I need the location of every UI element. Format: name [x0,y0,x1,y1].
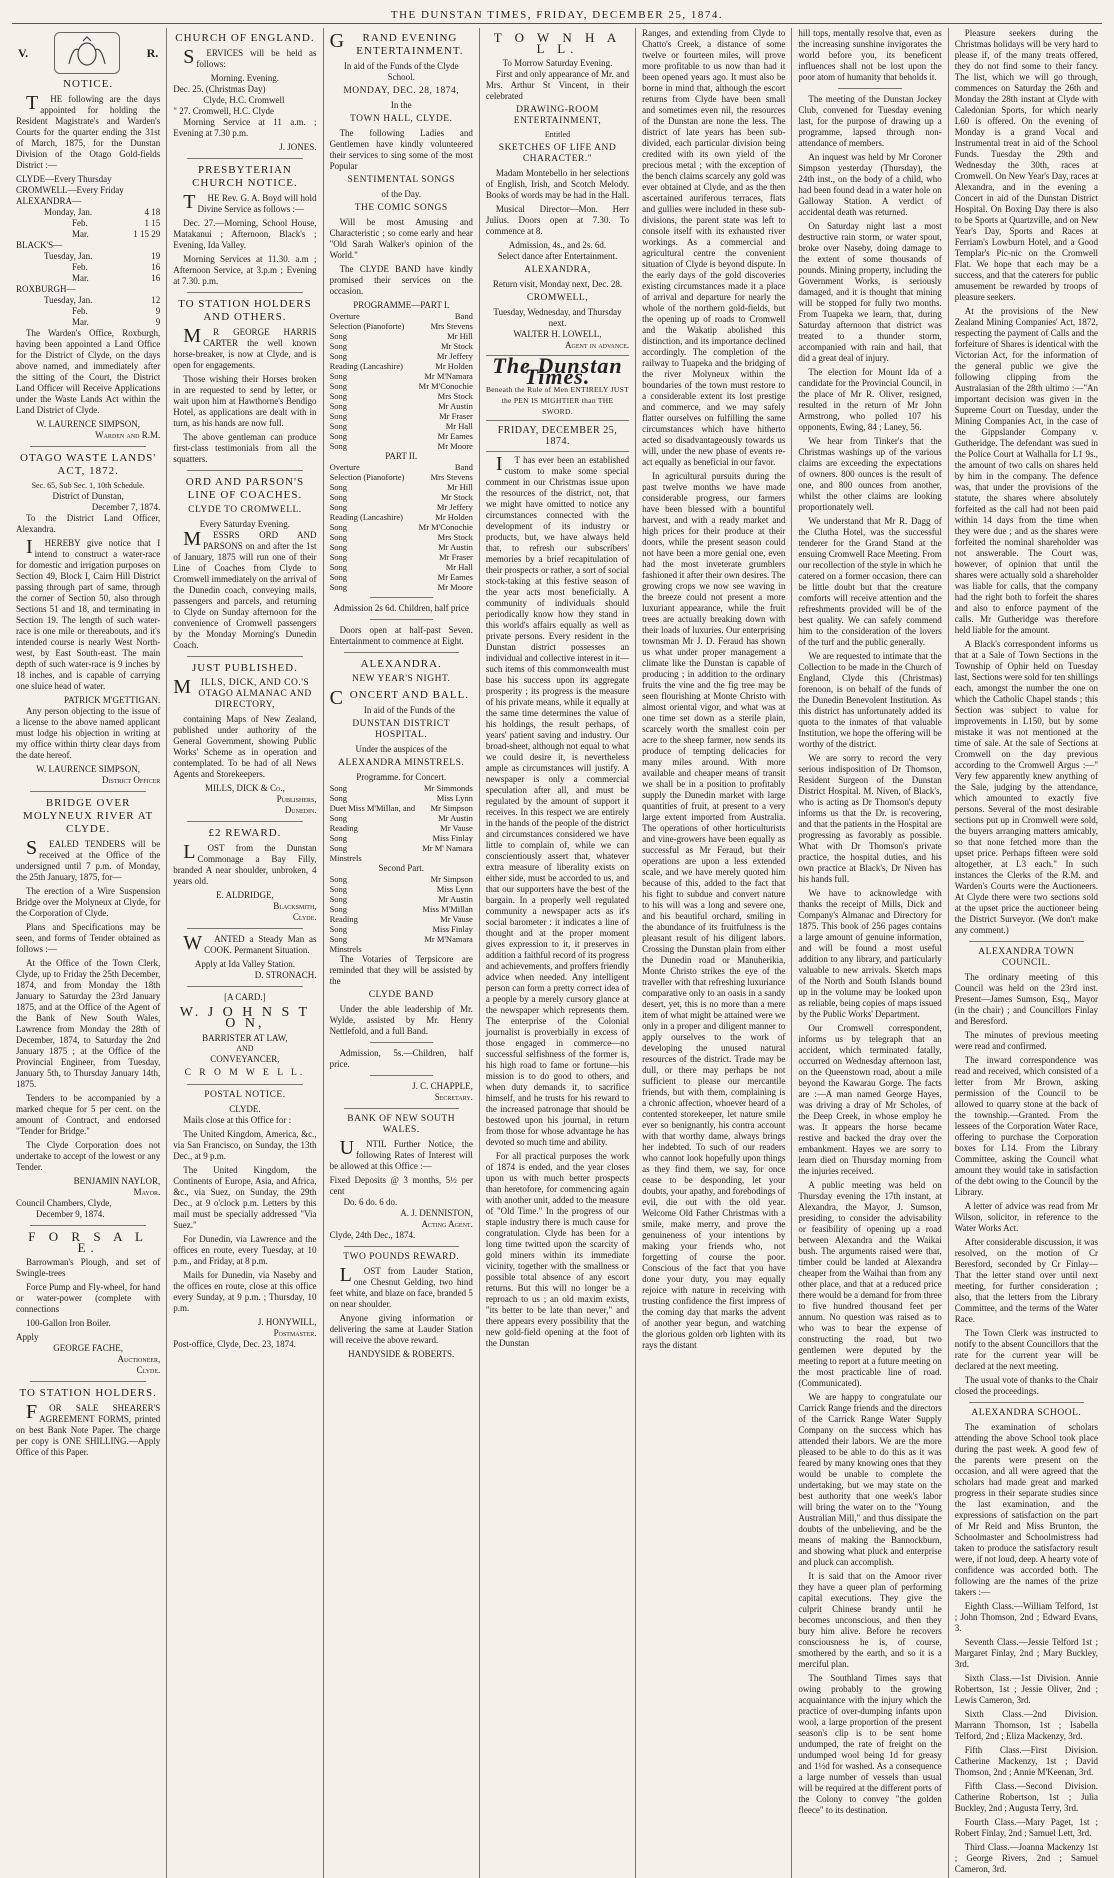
concert-para: The CLYDE BAND have kindly promised their services on the occasion. [329,264,473,296]
schedule-row: BLACK'S— [16,240,63,250]
nameplate: The Dunstan Times. [492,353,623,389]
card-name: W. J O H N S T O N, [179,1005,311,1031]
bridge-place: Council Chambers, Clyde, [16,1198,112,1208]
program-row: Song Mr Fraser [329,411,473,421]
program-row: Song Mr M' Namara [329,843,473,853]
signature-place: Dunedin. [284,805,317,815]
presbyterian-para: Dec. 27.—Morning, School House, Matakanui ; Afternoon, Black's ; Evening, Ida Valley. [173,218,317,250]
signature-title: Acting Agent. [421,1219,473,1229]
presbyterian-body: THE Rev. G. A. Boyd will hold Divine Service as follows :— [183,191,317,214]
schedule-row: Feb. 1 15 [72,218,161,228]
bank-heading: BANK OF NEW SOUTH WALES. [347,1114,456,1135]
concert-admission: Admission 2s 6d. Children, half price [333,603,469,613]
divider [486,420,629,421]
bridge-para: Plans and Specifications may be seen, and forms of Tender obtained as follows :— [16,922,161,954]
town-hall-heading: T O W N H A L L. [493,30,622,56]
school-heading: ALEXANDRA SCHOOL. [971,1408,1082,1418]
bridge-date: December 9, 1874. [36,1209,105,1219]
concert-para: The following Ladies and Gentlemen have kindly volunteered their services to sing some of the most Popular [329,128,473,171]
column-7 [948,28,1104,1878]
alexandra-line: Programme. for Concert. [356,772,447,782]
alexandra-line: ALEXANDRA MINSTRELS. [338,758,465,768]
church-line: Dec. 25. (Christmas Day) [173,84,266,94]
news-para: We hear from Tinker's that the Christmas washings up of the various claims are exceeding the expectations of owners. 800 ounces is the result of one, and 800 ounces from another, whilst the other claims are looking proportionately well. [798,436,942,512]
coaches-sub2: Every Saturday Evening. [199,519,291,529]
signature: WALTER H. LOWELL, [513,329,602,339]
cook-apply: Apply at Ida Valley Station. [194,959,295,969]
card-title2: CONVEYANCER, [210,1054,280,1064]
coaches-sub: CLYDE TO CROMWELL. [188,505,302,515]
program-row: Duet Miss M'Millan, and Mr Simpson [329,803,473,813]
divider [838,88,901,89]
program-list [330,311,473,451]
school-para: Eighth Class.—William Telford, 1st ; John Thomson, 2nd ; Edward Evans, 3. [954,1601,1098,1633]
cook-body: WANTED a Steady Man as COOK. Permanent Situation. [183,932,317,955]
program-row: Song Mr M'Conochie [329,381,473,391]
program-row: Song Mr Hall [329,562,473,572]
program-row: Song Mr Eames [329,431,473,441]
divider [969,941,1084,942]
program-row: Song Miss Finlay [329,924,473,934]
divider [370,1075,433,1076]
program-row: Song Mr Austin [329,542,473,552]
waste-lands-district: District of Dunstan, [52,491,124,501]
harris-heading: TO STATION HOLDERS AND OTHERS. [178,298,312,323]
schedule-row: Feb. 16 [72,262,161,272]
divider [370,597,433,598]
divider [344,1246,459,1247]
news-para: At the provisions of the New Zealand Mining Companies' Act, 1872, respecting the payment of Calls and the forfeiture of Shares is identical with the Victorian Act, for the information of the general public we give the following clipping from the Australasian of the 28th ultimo :—"An important decision was given in the Supreme Court on Tuesday, under the Mining Companies Act, in the case of the Gippslander Company v. Gutheridge. The defendant was sued in the Police Court at Walhalla for L1 9s., the amount of two calls on shares held by him in the company. The defence was, that under the provisions of the statute, the shares where absolutely forfeited as the call had not been paid within 14 days from the time when they were due ; and as the shares were forfeited the nominal shareholder was not answerable. The Court was, however, of opinion that until the shares were actually sold a shareholder was liable for calls, that the company had the right both to forfeit the shares and also to enforce payment of the calls. Mr Gutheridge was therefore held liable for the amount. [954,306,1098,635]
news-para: An inquest was held by Mr Coroner Simpson yesterday (Thursday), the 24th inst., on the body of a child, who had been found dead in a water hole on Galloway Station. A verdict of accidental death was returned. [798,152,942,217]
town-hall-place: CROMWELL, [526,293,589,303]
sale-item: 100-Gallon Iron Boiler. [26,1318,111,1328]
town-hall-para: Musical Director—Mon. Herr Julius. Doors open at 7.30. To commence at 8. [485,204,630,236]
schedule-row: Tuesday, Jan. 19 [44,251,161,261]
notice-heading: NOTICE. [63,78,114,90]
signature-place: Clyde. [292,912,317,922]
coaches-body: MESSRS ORD AND PARSONS on and after the 1st of January, 1875 will run one of their Line of Coaches from Clyde to Cromwell immediately on the arrival of the Dunedin coach, conveying mails, passengers and parcels, and returning to Clyde on Sunday afternoon for the convenience of Cromwell passengers by the Monday Morning's Dunedin Coach. [173,528,317,650]
postal-para: For Dunedin, via Lawrence and the offices en route, every Tuesday, at 10 p.m., and Friday, at 8 p.m. [173,1234,317,1266]
divider [370,1042,433,1043]
program-row: Song Mr M'Namara [329,934,473,944]
program-row: Song Miss Lynn [329,793,473,803]
concert-songs: SENTIMENTAL SONGS [347,175,455,185]
published-heading: JUST PUBLISHED. [191,662,298,674]
divider [30,1225,146,1226]
divider [187,1084,302,1085]
divider [370,619,433,620]
published-para: containing Maps of New Zealand, published under authority of the General Government, showing Public Works' Scheme as in operation and contemplated. To be had of all News Agents and Storekeepers. [173,714,317,779]
program-row: Song Mr M'Conochie [329,522,473,532]
council-para: The inward correspondence was read and received, which consisted of a letter from Mr Brown, asking permission of the Council to be allowed to quarry stone at the back of the township.—Granted. From the lessees of the Corporation Water Race, offering to purchase the Corporation boxes for L14. From the Library Committee, asking the Council what amount they would take in satisfaction of the debt owing to the Council by the Library. [954,1055,1098,1197]
program-row: Reading Mr Vause [329,823,473,833]
royal-crest [18,32,158,74]
council-para: The ordinary meeting of this Council was held on the 23rd inst. Present—James Sumson, Esq., Mayor (in the chair) ; and Councillors Finlay and Beresford. [954,972,1098,1026]
town-hall-para: First and only appearance of Mr. and Mrs. Arthur St Vincent, in their celebrated [485,69,630,101]
school-para: Seventh Class.—Jessie Telford 1st ; Margaret Finlay, 2nd ; Mary Buckley, 3rd. [954,1637,1098,1669]
program-row: Song Miss Finlay [329,833,473,843]
signature-title: Publishers, [276,794,317,804]
divider [30,791,146,792]
church-line: Clyde, H.C. Cromwell [203,95,285,105]
council-para: The usual vote of thanks to the Chair closed the proceedings. [954,1375,1098,1396]
signature-title: Blacksmith, [273,901,317,911]
church-line: Morning Service at 11 a.m. ; Evening at 7.30 p.m. [173,117,317,138]
council-para: A letter of advice was read from Mr Wilson, solicitor, in reference to the Water Works Act. [954,1201,1098,1233]
news-para: A public meeting was held on Thursday evening the 17th instant, at Alexandra, the Mayor, J. Sumson, presiding, to consider the advisability or feasibility of opening up a road between Alexandra and the Waikai bush. The arguments raised were that, timber could be landed at Alexandra cheaper from the Waihai than from any other place, and that at a reduced price there would be a demand for from three to five hundred thousand feet per annum. No question was raised as to who was to bear the expense of constructing the road, but two gentlemen were deputed by the meeting to report at a future meeting on the most practicable line of road. (Communicated). [798,1180,942,1388]
concert-venue: TOWN HALL, CLYDE. [350,114,453,124]
sale-apply: Apply [16,1332,39,1342]
signature: W. LAURENCE SIMPSON, [36,764,140,774]
signature-title: Warden and R.M. [95,430,161,440]
column-1 [10,28,166,1878]
news-para: The Southland Times says that owing probably to the growing acquaintance with the injury which the practice of over-dumping infants upon wool, a large proportion of the present season's clip is to be sent home undumped, the rate of freight on the undumped wool being 1d for greasy and 1½d for washed. As a consequence a large number of vessels than usual will be required at the different ports of the Colony to convey "the golden fleece" to its destination. [798,1673,942,1815]
editorial-para: For all practical purposes the work of 1874 is ended, and the year closes upon us with much better prospects than heretofore, for commencing again with another unit, added to the measure of "Old Time." In the progress of our staple industry there is much cause for congratulation. Clyde has been for a long time twitted upon the scarcity of gold miners within its immediate vicinity, together with the smallness or possible total absence of any escort returns. But this will no longer be a reproach to us ; an old maxim exists, "its better to be late than never," and there appears every possibility that the new gold-field opening at the foot of the Dunstan [485,1151,630,1348]
postal-para: The United Kingdom, the Continents of Europe, Asia, and Africa, &c., via Suez, on Sunday, the 29th Dec., at 9 o'clock p.m. Letters by this mail must be specially addressed "Via Suez." [173,1165,317,1230]
harris-para: The above gentleman can produce first-class testimonials from all the squatters. [173,432,317,464]
news-para: We have to acknowledge with thanks the receipt of Mills, Dick and Company's Almanac and Directory for 1875. This book of 256 pages contains a large amount of genuine information, and will be found a most useful addition to any library, and particularly valuable to new arrivals. Sketch maps of the North and South Islands bound up in the volume may be looked upon as reliable, being copies of maps issued by the Public Works' Department. [798,888,942,1019]
concert-of: of the Day. [381,189,422,199]
program-list [330,874,473,954]
alexandra-para: The Votaries of Terpsicore are reminded that they will be assisted by the [329,954,473,986]
column-2 [166,28,322,1878]
program-row: Minstrels [329,853,362,863]
crest-right: R. [146,45,159,60]
program-part2: PART II. [385,451,418,461]
signature: BENJAMIN NAYLOR, [73,1176,161,1186]
card-and: AND [236,1044,254,1053]
program-row: Minstrels [329,944,362,954]
two-pounds-heading: TWO POUNDS REWARD. [343,1252,460,1262]
alexandra-line: DUNSTAN DISTRICT HOSPITAL. [352,719,451,740]
postal-date: Post-office, Clyde, Dec. 23, 1874. [173,1339,296,1349]
court-schedule [16,174,160,328]
bank-rates: Fixed Deposits @ 3 months, 5½ per cent [329,1175,473,1196]
editorial-para: Ranges, and extending from Clyde to Chatto's Creek, a distance of some twelve or fourteen miles, will prove more profitable to us now than had it been opened years ago. It must also be borne in mind that, although the escort returns from Clyde have been small and sometimes even nil, the resources of the Dunstan are none the less. The district of late years has been sub-divided, each particular division being credited with its own yield of the precious metal ; with the exception of the bench claims scarcely any gold was ever obtained at Clyde, and as the then ascertained auriferous terraces, flats and gullies were included in these sub-divisions, the parent state was left to console itself with its exhausted river workings. As a commercial and agricultural centre the convenient situation of Clyde is beyond dispute. In the early days of the gold discoveries existing circumstances made it a place of arrival and departure for nearly the whole of the northern gold-fields, but the opening up of roads to Cromwell and the Wakatip abolished this distinction, and its importance declined accordingly. The completion of the railway to Tuapeka and the bridging of the river Molyneux within the boundaries of the town must restore to a considerable extent its lost prestige and commerce, and we may safely flatter ourselves on fulfilling the same circumstances which have hitherto acted so disadvantageously towards us will, under the new phase of events re-act equally as beneficial in our favor. [642,28,786,467]
program-row: Overture Band [329,462,473,472]
waste-lands-to: To the District Land Officer, Alexandra. [16,513,161,534]
program-row: Song Mrs Stock [329,532,473,542]
program-row: Song Mr Austin [329,894,473,904]
signature: HANDYSIDE & ROBERTS. [348,1349,455,1359]
divider [187,158,302,159]
concert-date: MONDAY, DEC. 28, 1874, [343,86,460,96]
news-para: We are happy to congratulate our Carrick Range friends and the directors of the Carrick Range Water Supply Company on the success which has attended their labors. We are the more pleased to be able to do this as it was feared by many knowing ones that they would be unable to complete the undertaking, but we may state on the best authority that one week's labor will bring the water on to the "Young Australian Mill," and thus dissipate the doubts of the unbelieving, and be the means of making the Bannockburn, and showing what pluck and enterprise and pluck can accomplish. [798,1392,942,1567]
column-3 [323,28,479,1878]
warden-note: The Warden's Office, Roxburgh, having been appointed a Land Office for the District of Clyde, on the days above named, and immediately after the sitting of the Court, the District Land Officer will Receive Applications under the Waste Lands Act within the Land District of Clyde. [16,328,161,415]
dateline: FRIDAY, DECEMBER 25, 1874. [497,425,618,447]
news-para: The meeting of the Dunstan Jockey Club, convened for Tuesday evening last, for the purpose of drawing up a programme, lapsed through non-attendance of members. [798,94,942,148]
signature: D. STRONACH. [254,970,317,980]
postal-heading: POSTAL NOTICE. [204,1090,286,1100]
signature: GEORGE FACHE, [53,1343,124,1353]
signature-title: Secretary. [434,1092,473,1102]
program-row: Song Mrs Stock [329,391,473,401]
news-para: We understand that Mr R. Dagg of the Clutha Hotel, was the successful tenderer for the Grand Stand at the ensuing Cromwell Race Meeting. From our recollection of the style in which he catered on a former occasion, there can be little doubt but that the creature comforts will receive attention and the refreshments provided will be of the best quality. We can safely commend him to the consideration of the lovers of the turf and the public generally. [798,516,942,647]
signature: A. J. DENNISTON, [400,1208,473,1218]
council-para: The minutes of previous meeting were read and confirmed. [954,1030,1098,1051]
divider [344,1108,459,1109]
alexandra-title: CONCERT AND BALL. [329,687,470,709]
schedule-row: Monday, Jan. 4 18 [44,207,161,217]
program-list [330,462,473,592]
council-para: After considerable discussion, it was resolved, on the motion of Cr Beresford, seconded by Cr Finlay—That the letter stand over until next meeting, for further consideration ; also, that the letters from the Library Committee, and the terms of the Water Race. [954,1237,1098,1324]
news-para: On Saturday night last a most destructive rain storm, or water spout, broke over Naseby, doing damage to the extent of some thousands of pounds. Mining property, including the Government Works, is seriously damaged, and it is thought that mining will be stopped for fully two months. From Tuapeka we learn, that, during Saturday afternoon that district was treated to a thunder storm, accompanied with rain and hail, that did a great deal of injury. [798,221,942,363]
divider [187,821,302,822]
alexandra-para: Under the able leadership of Mr. Wylde, assisted by Mr. Henry Nettlefold, and a full Band. [329,1004,473,1036]
postal-para: The United Kingdom, America, &c., via San Francisco, on Sunday, the 13th Dec., at 9 p.m. [173,1129,317,1161]
town-hall-place: ALEXANDRA, [524,265,591,275]
alexandra-admission: Admission, 5s.—Children, half price. [329,1048,473,1069]
schedule-row: CROMWELL—Every Friday [16,185,124,195]
column-6 [791,28,947,1878]
schedule-row: ALEXANDRA— [16,196,81,206]
signature: J. C. CHAPPLE, [412,1081,473,1091]
town-hall-sub: To Morrow Saturday Evening. [502,58,613,68]
signature-title: Agent in advance. [565,340,630,350]
program-row: Song Mr Moore [329,441,473,451]
editorial-para: In agricultural pursuits during the past twelve months we have made considerable progress, our farmers have been blessed with a bountiful harvest, and with a ready market and high prices for their produce at their doors, while the present season could not have been a more genial one, even had the most inveterate grumblers fashioned it after their own desires. The growing crops we now see waving in the breeze could not present a more luxuriant appearance, while the fruit trees are actually breaking down with their loads of luxuries. Our enterprising townsman Mr J. D. Feraud has shown us what under proper management a climate like the Dunstan is capable of producing ; in addition to the ordinary fruits the vine and the fig tree may be seen flourishing at Monte Christo with almost oriental vigor, and what was at one time set down as a sterile plain, scarcely worth the smallest coin per acre to the sheep farmer, now sends its produce of tempting delicacies for many miles around. With more available and cheaper means of transit we shall be in a position to profitably supply the Dunedin market with large quantities of fruit, at present to a very large extent imported from Australia. The operations of other horticulturists and vine-growers have been equally as successful as Mr Feraud, but their operations are upon a less extended scale, and we have merely quoted him because of this, added to the fact that his fight to subdue and convert nature to his will was a long and severe one, and his beautiful orchard, smiling in the abundance of its fruitfulness is the pleasant result of his diligent labors. Crossing the Dunstan plain from either the Dunedin road or Manuherikia, Monte Christo strikes the eye of the traveller with that refreshing luxuriance comparative only to an oasis in a sandy desert, yet, this is no more than a mere item of what might be attained were we only in a proper and diligent manner to apply ourselves to the work of developing the unused natural resources of the district. Trade may be dull, or there may perhaps be not sufficient to please our mercantile friends, but with them, complaining is a chronic affection, whoever heard of a contented storekeeper, let nature smile ever so benignantly, his contra account with that worthy dame, always brings her indebted. To such of our readers who cannot look hopefully upon things as they find them, we say, for once cease to be desponding, let your doubts, your apathy, and forebodings of evil, die out with the old year. Welcome Old Father Christmas with a smile, make merry, and prove the genuineness of your intentions by making your friends who, not forgetting of course the poor. Conscious of the fact that you have done your duty, you may equally rejoice with nature in receiving with trusting confidence the first impress of the coming day that marks the advent of another year begun, and watching the glorious golden orb lighten with its rays the distant [642,471,786,1350]
column-5 [635,28,791,1878]
town-hall-admission: Admission, 4s., and 2s. 6d. [508,240,607,250]
town-hall-para: Madam Montebello in her selections of English, Irish, and Scotch Melody. Books of words may be had in the Hall. [485,168,630,200]
school-para: The examination of scholars attending the above School took place during the past week. A good few of the parents were present on the occasion, and all were agreed that the scholars had made great and marked progress in their separate studies since the last examination, and the expressions of satisfaction on the part of Mr Reid and Miss Brunton, the Schoolmaster and Schoolmistress had taken to produce the satisfactory result were, if not loud, deep. A hearty vote of confidence was accorded both. The following are the names of the prize takers :— [954,1422,1098,1597]
card-label: [A CARD.] [224,992,266,1002]
page-header-title: THE DUNSTAN TIMES, FRIDAY, DECEMBER 25, 1874. [390,9,724,21]
news-para: Our Cromwell correspondent, informs us by telegraph that an accident, which terminated fatally, occurred on Wednesday afternoon last, on the Queenstown road, about a mile beyond the Kawarau Gorge. The facts are :—A man named George Hayes, was driving a dray of Mr Scholes, of the Deep Creek, in whose employ he was. It appears the horse became restive and backed the dray over the embankment. Hayes we are sorry to learn died on Thursday morning from the injuries received. [798,1023,942,1176]
objection-note: Any person objecting to the issue of a license to the above named applicant must lodge his objection in writing at my office within thirty clear days from the date hereof. [16,706,161,760]
bridge-para: Tenders to be accompanied by a marked cheque for 5 per cent. on the amount of Contract, and endorsed "Tender for Bridge." [16,1093,161,1136]
alexandra-line: In aid of the Funds of the [363,705,455,715]
bridge-para: The erection of a Wire Suspension Bridge over the Molyneux at Clyde, for the Corporation of Clyde. [16,886,161,918]
postal-place: CLYDE. [229,1104,261,1114]
alexandra-part2: Second Part. [378,863,424,873]
two-pounds-body: LOST from Lauder Station, one Chesnut Gelding, two hind feet white, and blaze on face, branded 5 on near shoulder. [329,1264,473,1309]
signature: MILLS, DICK & Co., [205,783,285,793]
signature: PATRICK M'GETTIGAN. [63,695,161,705]
news-para: It is said that on the Amoor river they have a queer plan of performing capital executions. They give the culprit Chinese brandy until he becomes unconscious, and then they bury him alive. Before he recovers consciousness he is, of course, smothered by the earth, and so it is a merciful plan. [798,1571,942,1669]
signature: E. ALDRIDGE, [216,890,274,900]
divider [187,986,302,987]
town-hall-title2: SKETCHES OF LIFE AND CHARACTER." [498,143,617,164]
concert-in: In the [390,100,412,110]
signature-title: District Officer [102,775,161,785]
town-hall-title: DRAWING-ROOM ENTERTAINMENT, [513,105,602,126]
divider [187,656,302,657]
town-hall-return: Return visit, Monday next, Dec. 28. [492,279,623,289]
signature-place: Clyde. [136,1365,161,1375]
program-row: Reading (Lancashire) Mr Holden [329,512,473,522]
news-para: We are requested to intimate that the Collection to be made in the Church of England, Clyde this (Christmas) forenoon, is on behalf of the funds of the Dunedin Benevolent Institution. As this district has unfortunately added its quota to the inmates of that valuable Institution, we hope the offering will be worthy of the district. [798,651,942,749]
waste-lands-body: IHEREBY give notice that I intend to construct a water-race for domestic and irrigation purposes on Section 49, Block I, Cairn Hill District passing through part of same, through the corner of Section 50, also through Sections 51 and 18, and terminating in Section 19. The length of such water-race is one mile or thereabouts, and it's intended course is nearly West North-west, by East South-east. The main depth of such water-race is 9 inches by 18 inches, and is capable of carrying one sluice head of water. [16,536,161,691]
program-part1: PROGRAMME—PART I. [353,300,450,310]
coat-of-arms-icon [54,32,120,74]
program-row: Song Mr Simmonds [329,783,473,793]
program-row: Song Mr Simpson [329,874,473,884]
council-para: The Town Clerk was instructed to notify to the absent Councillors that the rate for the current year will be declared at the next meeting. [954,1328,1098,1371]
harris-para: Those wishing their Horses broken in are requested to send by letter, or wait upon him at Hawthorne's Bendigo Hotel, as applications are dealt with in turn, as his hands are now full. [173,374,317,428]
waste-lands-date: December 7, 1874. [91,502,161,512]
news-para: The election for Mount Ida of a candidate for the Provincial Council, in the place of Mr R. Oliver, resigned, resulted in the return of Mr John Armstrong, who polled 107 his opponents, Ewing, 84 ; Laney, 56. [798,367,942,432]
postal-para: Mails close at this Office for : [183,1115,292,1125]
bridge-para: At the Office of the Town Clerk, Clyde, up to Friday the 25th December, 1874, and from Monday the 18th January to Saturday the 23rd January 1875, and at the Office of the Agent of the Bank of New South Wales, Lawrence from Monday the 28th of December, 1874, to Saturday the 2nd January 1875 ; at the Office of the Provincial Engineer, from Tuesday, January 5th, to Thursday January 14th, 1875. [16,958,161,1089]
school-para: Third Class.—Joanna Mackenzy 1st ; George Rivers, 2nd ; Samuel Cameron, 3rd. [954,1842,1098,1874]
program-list [330,783,473,863]
schedule-row: ROXBURGH— [16,284,76,294]
church-labels: Morning. Evening. [210,73,280,83]
concert-heading: GRAND EVENING ENTERTAINMENT. [329,30,464,57]
motto: Beneath the Rule of Men ENTIRELY JUST the PEN IS MIGHTIER than THE SWORD. [486,385,629,416]
divider [344,652,459,653]
signature: J. HONYWILL, [257,1317,317,1327]
signature: W. LAURENCE SIMPSON, [36,419,140,429]
harris-body: MR GEORGE HARRIS CARTER the well known horse-breaker, is now at Clyde, and is open for engagements. [173,325,317,370]
town-hall-dates: Tuesday, Wednesday, and Thursday next. [493,307,622,328]
town-hall-entitled: Entitled [544,130,571,139]
column-4 [479,28,635,1878]
program-row: Song Mr Austin [329,401,473,411]
program-row: Selection (Pianoforte) Mrs Stevens [329,472,473,482]
two-pounds-para: Anyone giving information or delivering the same at Lauder Station will receive the above reward. [329,1313,473,1345]
reward-body: LOST from the Dunstan Commonage a Bay Filly, branded A near shoulder, unbroken, 4 years old. [173,841,317,886]
crest-left: V. [18,45,29,60]
program-row: Selection (Pianoforte) Mrs Stevens [329,321,473,331]
school-para: Sixth Class.—2nd Division. Marrann Thomson, 1st ; Isabella Telford, 2nd ; Eliza Mackenzy, 3rd. [954,1709,1098,1741]
page-header [12,0,1102,24]
church-heading: CHURCH OF ENGLAND. [175,32,315,44]
school-para: Fourth Class.—Mary Paget, 1st ; Robert Finlay, 2nd ; Samuel Lett, 3rd. [954,1817,1098,1838]
program-row: Song Mr Austin [329,813,473,823]
program-row: Song Miss Lynn [329,884,473,894]
divider [486,451,629,452]
council-heading: ALEXANDRA TOWN COUNCIL. [978,947,1075,968]
concert-sub: In aid of the Funds of the Clyde School. [343,61,459,82]
concert-doors: Doors open at half-past Seven. Entertainment to commence at Eight. [329,625,473,646]
program-row: Song Mr Hill [329,331,473,341]
program-row: Reading Mr Vause [329,914,473,924]
program-row: Song Mr Eames [329,572,473,582]
school-para: Fifth Class.—First Division. Catherine Mackenzy, 1st ; David Thomson, 2nd ; Annie M'Keenan, 3rd. [954,1745,1098,1777]
divider [30,1381,146,1382]
alexandra-sub: NEW YEAR'S NIGHT. [351,674,451,684]
town-hall-dance: Select dance after Entertainment. [497,251,618,261]
program-row: Song Mr M'Namara [329,371,473,381]
church-body: SERVICES will be held as follows: [183,46,317,69]
presbyterian-para: Morning Services at 11.30. a.m ; Afternoon Service, at 3.p.m ; Evening at 7.30. p.m. [173,254,317,286]
school-para: Sixth Class.—1st Division. Annie Robertson, 1st ; Jessie Oliver, 2nd ; Lewis Cameron, 3rd. [954,1673,1098,1705]
concert-para: Will be most Amusing and Characteristic ; so come early and hear "Old Sarah Walker's opinion of the World." [329,217,473,260]
bank-body: UNTIL Further Notice, the following Rates of Interest will be allowed at this Office :— [329,1137,473,1171]
news-para: Pleasure seekers during the Christmas holidays will be very hard to please if, of the many treats offered, they do not find some to their fancy. The list, which we will go through, commences on Saturday the 26th and Monday the 28th instant at Clyde with Caledonian Sports, for which nearly L60 is offered. On the evening of Monday is a grand Vocal and Instrumental treat in aid of the School Funds. Tuesday the 29th and Wednesday the 30th, races at Cromwell. On New Year's Day, races at Alexandra, and in the evening a Concert in aid of the Dunstan District Hospital. On Boxing Day there is also to be Sports at Quartzville, and on New Year's Day, Sports and Races at Ferriam's Lowburn Hotel, and a Good Templar's Pic-nic on the Cromwell Flat. We hope that each may be a success, and that the caterers for public amusement be rewarded by troops of pleasure seekers. [954,28,1098,302]
divider [187,928,302,929]
program-row: Song Mr Stock [329,341,473,351]
presbyterian-heading: PRESBYTERIAN CHURCH NOTICE. [192,164,298,189]
program-row: Song Mr Moore [329,582,473,592]
station-body: FOR SALE SHEARER'S AGREEMENT FORMS, printed on best Bank Note Paper. The charge per copy is ONE SHILLING.—Apply Office of this Paper. [16,1401,161,1457]
schedule-row: CLYDE—Every Thursday [16,174,112,184]
program-row: Song Mr Stock [329,492,473,502]
bridge-heading: BRIDGE OVER MOLYNEUX RIVER AT CLYDE. [23,797,154,835]
sale-item: Force Pump and Fly-wheel, for hand or water-power (complete with connections [16,1282,161,1314]
divider [969,1402,1084,1403]
program-row: Reading (Lancashire) Mr Holden [329,361,473,371]
waste-lands-heading: OTAGO WASTE LANDS' ACT, 1872. [20,452,157,477]
bridge-para: The Clyde Corporation does not undertake to accept of the lowest or any Tender. [16,1140,161,1172]
news-para: We are sorry to record the very serious indisposition of Dr Thomson, Resident Surgeon of the Dunstan District Hospital. M. Niven, of Black's, who is acting as Dr Thomson's deputy informs us that the Dr. is recovering, and that the patients in the Hospital are progressing as favorably as possible. What with Dr Thomson's private practice, the hospital duties, and his own practice at Black's, Dr Niven has his hands full. [798,753,942,884]
signature-title: Postmaster. [273,1328,317,1338]
program-row: Song Mr Fraser [329,552,473,562]
program-row: Song Mr Jeffery [329,502,473,512]
schedule-row: Feb. 9 [72,306,161,316]
divider [187,470,302,471]
concert-comic: THE COMIC SONGS [354,203,448,213]
for-sale-heading: F O R S A L E. [28,1229,148,1255]
church-line: " 27. Cromwell, H.C. Clyde [173,106,274,116]
editorial-para: IT has ever been an established custom to make some special comment in our Christmas issue upon the resources of the district, not, that we might have omitted to notice any circumstances connected with the development of its industry or products, but, we have always held that, to refresh our subscribers' memories by a brief recapitulation of their prospects or rather, a sort of social stock-taking at this festive season of the year acts most beneficially. A community of individuals should periodically know how they stand in this world's affairs equally as well as private persons. Every resident in the Dunstan district possesses an individual and collective interest in it—such items of this commonwealth must base his success upon its aggregate prosperity ; its progress is the measure of his private means, while it equally at the same time determines the value of his holdings, the result perhaps, of years' patient saving and industry. Our broad-sheet, although not equal to what we could desire it, is nevertheless ample as circumstances will justify. A newspaper is only a commercial speculation after all, and must be regulated by the amount of support it receives. In this respect we are entirely in the hands of the people of the district and circumstances considered we have little to complain of, while we can conscientiously assert that, whatever extra measure of liberality exists on either side, must be accorded to us, and that our supporters have the best of the bargain. In a properly well regulated community a newspaper acts as it's social barometer : it indicates a line of thought and at the proper moment gives expression to it, it preserves in addition a faithful record of its progress and achievements, and proffers friendly advice when needed. Any intelligent person can form a pretty correct idea of a people by a merely cursory glance at the newspaper which represents them. The enterprise of the Colonial journalist is proverbially in excess of those engaged in commerce—no successful selfishness of the former is, his high road to fame or fortune—his mission is to do good to others, and when duty demands it, to sacrifice himself, and he trusts for his reward to the increased patronage that should be bestowed upon his journal, in return from those for whose advantage he has devoted so much time and ability. [485,453,630,1147]
columns [10,28,1104,1874]
alexandra-band: CLYDE BAND [368,990,434,1000]
schedule-row: Mar. 1 15 29 [72,229,161,239]
schedule-row: Mar. 9 [72,317,161,327]
divider [187,292,302,293]
published-body: MILLS, DICK, AND CO.'S OTAGO ALMANAC AND DIRECTORY, [173,676,312,710]
station-heading: TO STATION HOLDERS. [19,1387,157,1399]
bank-date: Clyde, 24th Dec., 1874. [329,1230,416,1240]
signature-title: Auctioneer, [117,1354,161,1364]
postal-para: Mails for Dunedin, via Naseby and the offices en route, close at this office every Sunday, at 9 p.m. ; Thursday, 10 p.m. [173,1270,317,1313]
card-place: C R O M W E L L. [184,1068,306,1078]
alexandra-heading: ALEXANDRA. [360,658,442,670]
schedule-row: Mar. 16 [72,273,161,283]
alexandra-line: Under the auspices of the [355,744,447,754]
bridge-body: SEALED TENDERS will be received at the Office of the undersigned until 7 p.m. of Monday, the 25th January, 1875, for— [16,837,161,882]
notice-body: THE following are the days appointed for holding the Resident Magistrate's and Warden's Courts for the quarter ending the 31st of March, 1875, for the Dunstan Division of the Otago Gold-fields District :— [16,92,161,170]
news-para: A Black's correspondent informs us that at a Sale of Town Sections in the Township of Ophir held on Tuesday last, Sections were sold for ten shillings each, amongst the number the one on which the Catholic Chapel stands ; this Section was subject to value for improvements in L150, but by some mistake it was not mentioned at the time of sale. At the sale of Sections at Cromwell on the day previous according to the Cromwell Argus :—" Very few apparently knew anything of the Sale, judging by the attendance, which amounted to exactly five persons. Several of the most desirable sections put up in Cromwell were sold, the buyers arranging matters amicably, so that none fetched more than the upset price. Perhaps fifteen were sold altogether, at L3 each." In such instances the Clerks of the R.M. and Warden's Courts were the Auctioneers. At Clyde there were two sections sold at the upset price the auctioneer being the District Surveyor. (We don't make any comment.) [954,639,1098,935]
program-row: Song Mr Hill [329,482,473,492]
card-title: BARRISTER AT LAW, [202,1033,288,1043]
waste-lands-sub: Sec. 65, Sub Sec. 1, 10th Schedule. [31,481,145,490]
divider [30,446,146,447]
school-para: Fifth Class.—Second Division. Catherine Robertson, 1st ; Julia Buckley, 2nd ; Augusta Terry, 3rd. [954,1781,1098,1813]
schedule-row: Tuesday, Jan. 12 [44,295,161,305]
program-row: Song Miss M'Millan [329,904,473,914]
news-para: hill tops, mentally resolve that, even as the increasing sunshine invigorates the world before you, its beneficent influences shall not be lost upon the poor atom of humanity that beholds it. [798,28,942,82]
bank-rates: Do. 6 do. 6 do. [343,1197,398,1207]
program-row: Song Mr Hall [329,421,473,431]
signature-title: Mayor. [133,1187,161,1197]
sale-item: Barrowman's Plough, and set of Swingle-trees [16,1257,161,1278]
program-row: Song Mr Jeffery [329,351,473,361]
signature: J. JONES. [279,142,317,152]
reward-heading: £2 REWARD. [208,827,282,839]
program-row: Overture Band [329,311,473,321]
coaches-heading: ORD AND PARSON'S LINE OF COACHES. [185,476,305,501]
